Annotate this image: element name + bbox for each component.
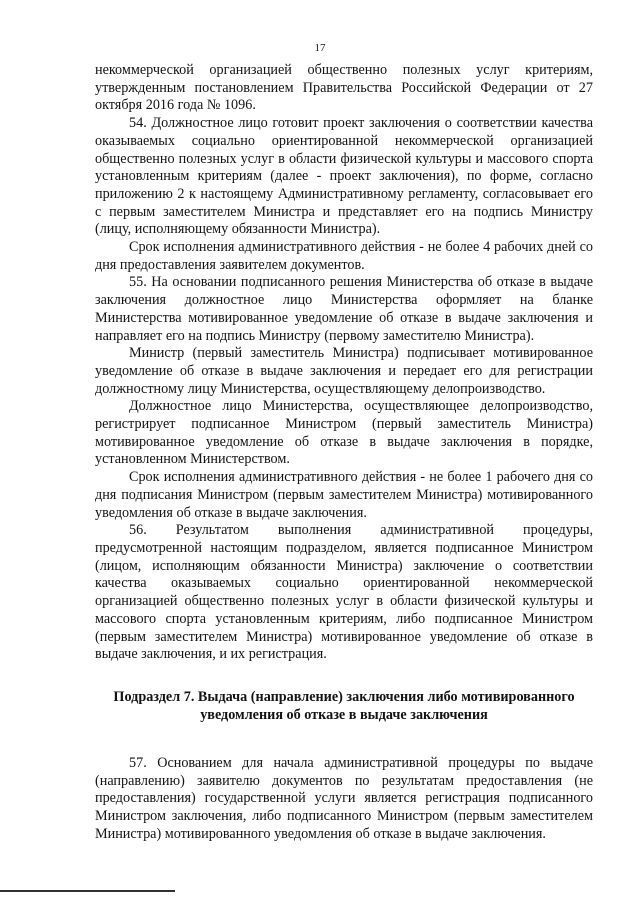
paragraph: некоммерческой организацией общественно полезных услуг критериям, утвержденным постановлением Правительства Российской Федерации от 27 октября 2016 года № 1096. bbox=[95, 62, 593, 114]
paragraph: Должностное лицо Министерства, осуществляющее делопроизводство, регистрирует подписанное Министром (первый заместитель Министра) мотивированное уведомление об отказе в выдаче заключения в порядке, установленном Министерством. bbox=[95, 398, 593, 468]
paragraph-56: 56. Результатом выполнения административной процедуры, предусмотренной настоящим подразделом, является подписанное Министром (лицом, исполняющим обязанности Министра) заключение о соответствии качества оказываемых социально ориентированной некоммерческой организацией общественно полезных услуг в области физической культуры и массового спорта установленным критериям, либо подписанное Министром (первым заместителем Министра) мотивированное уведомление об отказе в выдаче заключения, и их регистрация. bbox=[95, 522, 593, 663]
paragraph: Срок исполнения административного действия - не более 1 рабочего дня со дня подписания Министром (первым заместителем Министра) мотивированного уведомления об отказе в выдаче заключения. bbox=[95, 469, 593, 521]
section-heading: Подраздел 7. Выдача (направление) заключения либо мотивированного уведомления об отказе в выдаче заключения bbox=[113, 688, 575, 724]
paragraph: Министр (первый заместитель Министра) подписывает мотивированное уведомление об отказе в выдаче заключения и передает его для регистрации должностному лицу Министерства, осуществляющему делопроизводство. bbox=[95, 345, 593, 397]
document-body bbox=[95, 62, 593, 843]
paragraph: Срок исполнения административного действия - не более 4 рабочих дней со дня предоставления заявителем документов. bbox=[95, 239, 593, 273]
paragraph-55: 55. На основании подписанного решения Министерства об отказе в выдаче заключения должностное лицо Министерства оформляет на бланке Министерства мотивированное уведомление об отказе в выдаче заключения и направляет его на подпись Министру (первому заместителю Министра). bbox=[95, 274, 593, 344]
footer-divider bbox=[0, 890, 175, 892]
page-number: 17 bbox=[314, 42, 326, 54]
paragraph-54: 54. Должностное лицо готовит проект заключения о соответствии качества оказываемых социально ориентированной некоммерческой организацией общественно полезных услуг в области физической культуры и массового спорта установленным критериям (далее - проект заключения), по форме, согласно приложению 2 к настоящему Административному регламенту, согласовывает его с первым заместителем Министра и представляет его на подпись Министру (лицу, исполняющему обязанности Министра). bbox=[95, 115, 593, 238]
paragraph-57: 57. Основанием для начала административной процедуры по выдаче (направлению) заявителю документов по результатам предоставления (не предоставления) государственной услуги является регистрация подписанного Министром заключения, либо подписанного Министром (первым заместителем Министра) мотивированного уведомления об отказе в выдаче заключения. bbox=[95, 754, 593, 842]
